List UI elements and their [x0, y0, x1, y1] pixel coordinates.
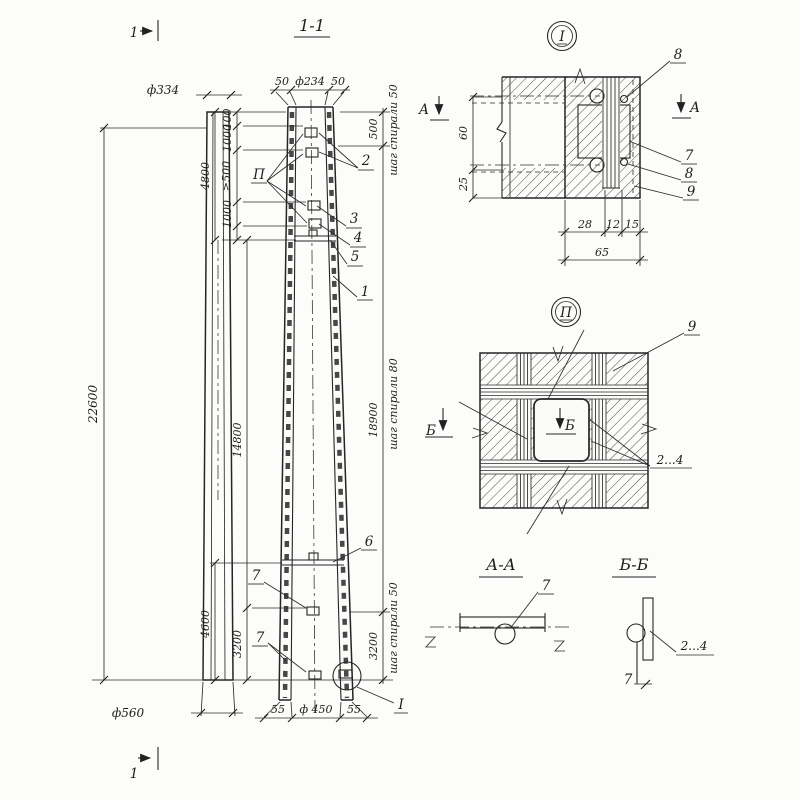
- cut-B-inner-label: Б: [565, 418, 575, 434]
- section-BB-title: Б-Б: [619, 555, 649, 574]
- callout-2-4: 2...4: [680, 639, 708, 653]
- dim-12: 12: [606, 218, 620, 231]
- callout-7a: 7: [251, 568, 261, 584]
- callout-7: 7: [541, 578, 551, 594]
- callout-3: 3: [349, 211, 359, 227]
- callout-1: 1: [360, 284, 370, 300]
- dim-4600: 4600: [199, 610, 212, 638]
- callout-7: 7: [684, 148, 694, 164]
- detail-I-title: [548, 22, 577, 51]
- callout-7: 7: [623, 672, 633, 688]
- cut-A-left-label: А: [418, 102, 430, 118]
- callout-group-P: П: [253, 167, 265, 183]
- dim-3200-left: 3200: [231, 630, 244, 658]
- cut-mark-top-label: 1: [129, 25, 139, 41]
- callout-9: 9: [687, 319, 697, 335]
- detail-II-title-label: П: [560, 305, 572, 321]
- dim-dia450: ф 450: [299, 703, 333, 716]
- note-spiral-top: шаг спирали 50: [387, 84, 400, 176]
- callout-2: 2: [361, 153, 371, 169]
- detail-II-title: [552, 298, 581, 327]
- dim-3200-right: 3200: [367, 632, 380, 660]
- central-opening: [534, 399, 589, 461]
- dim-28: 28: [578, 218, 592, 231]
- dim-18900: 18900: [367, 402, 380, 438]
- dim-25: 25: [457, 177, 470, 191]
- dim-60: 60: [457, 126, 470, 140]
- detail-ref-I: I: [398, 697, 404, 713]
- section-AA-title: А-А: [486, 555, 516, 574]
- dim-15: 15: [625, 218, 639, 231]
- dim-500min: ≥500: [220, 160, 233, 192]
- note-spiral-bot: шаг спирали 50: [387, 582, 400, 674]
- detail-I-title-label: I: [559, 29, 565, 45]
- dim-55-right: 55: [347, 703, 361, 716]
- dim-65: 65: [595, 246, 609, 259]
- dim-50-right: 50: [331, 75, 345, 88]
- dim-50-left: 50: [275, 75, 289, 88]
- cut-A-right-label: А: [689, 100, 701, 116]
- callout-8-top: 8: [673, 47, 683, 63]
- callout-7b: 7: [255, 630, 265, 646]
- bottom-diameter-label: ф560: [111, 706, 145, 720]
- callout-9: 9: [686, 184, 696, 200]
- cut-mark-bottom-label: 1: [129, 766, 139, 782]
- dim-dia234: ф234: [295, 75, 325, 88]
- dim-1000a: 1000: [221, 124, 234, 152]
- dim-4800: 4800: [199, 162, 212, 190]
- top-diameter-label: ф334: [146, 83, 180, 97]
- length-value: 22600: [86, 384, 100, 424]
- callout-2-4: 2...4: [656, 453, 684, 467]
- callout-6: 6: [364, 534, 374, 550]
- dim-500: 500: [367, 118, 380, 140]
- callout-5: 5: [350, 249, 360, 265]
- section-title: 1-1: [299, 16, 325, 35]
- dim-1000b: 1000: [221, 200, 234, 228]
- callout-8-bot: 8: [684, 166, 694, 182]
- dim-14800: 14800: [231, 422, 244, 458]
- note-spiral-mid: шаг спирали 80: [387, 358, 400, 450]
- dim-100: 100: [221, 108, 234, 130]
- dim-55-left: 55: [271, 703, 285, 716]
- callout-4: 4: [353, 230, 363, 246]
- cut-B-outer-label: Б: [426, 423, 436, 439]
